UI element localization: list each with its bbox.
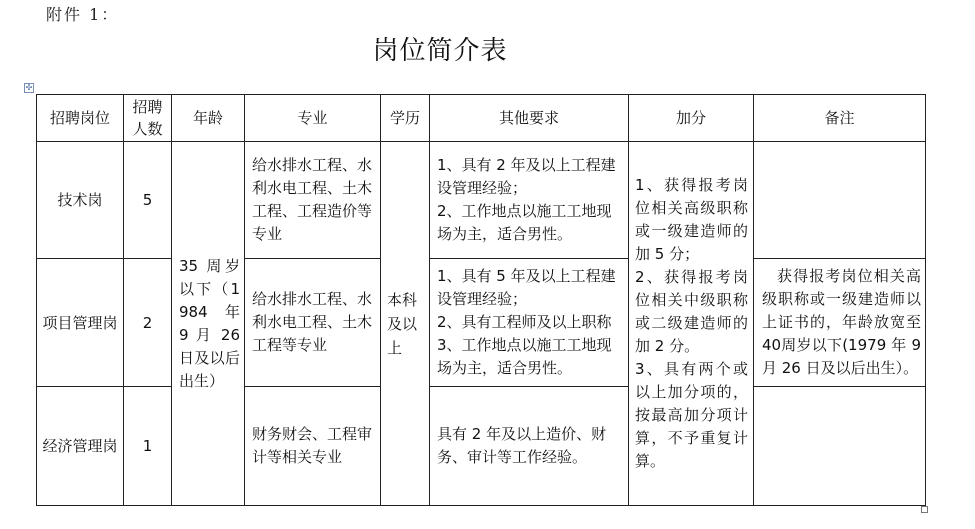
remarks-empty-cell: [754, 142, 926, 259]
bonus-rule: 1、获得报考岗位相关高级职称或一级建造师的加 5 分；: [635, 176, 748, 263]
other-requirement-line: 3、工作地点以施工工地现场为主，适合男性。: [437, 336, 612, 377]
major-requirement: 财务财会、工程审计等相关专业: [245, 387, 381, 506]
header-age: 年龄: [172, 95, 245, 142]
other-requirement-line: 2、工作地点以施工工地现场为主，适合男性。: [437, 202, 612, 243]
table-row: [37, 142, 926, 259]
other-requirement-line: 2、具有工程师及以上职称: [437, 313, 612, 331]
position-name: 技术岗: [37, 142, 124, 259]
header-other-requirements: 其他要求: [430, 95, 629, 142]
position-table: [36, 94, 926, 506]
major-requirement: 给水排水工程、水利水电工程、土木工程、工程造价等专业: [245, 142, 381, 259]
bonus-rule: 3、具有两个或以上加分项的，按最高加分项计算，不予重复计算。: [635, 360, 748, 470]
attachment-label: 附件 1：: [46, 5, 120, 24]
position-name: 经济管理岗: [37, 387, 124, 506]
table-move-handle[interactable]: ✣: [25, 83, 33, 92]
header-count: [124, 95, 172, 142]
position-name: 项目管理岗: [37, 259, 124, 387]
remarks-empty-cell: [754, 387, 926, 506]
header-bonus: 加分: [629, 95, 754, 142]
table-row: [37, 387, 926, 506]
table-header-row: [37, 95, 926, 142]
header-major: 专业: [245, 95, 381, 142]
other-requirement-line: 1、具有 5 年及以上工程建设管理经验；: [437, 267, 616, 308]
other-requirements: [430, 259, 629, 387]
header-remarks: 备注: [754, 95, 926, 142]
document-title: 岗位简介表: [372, 36, 508, 66]
table-resize-handle[interactable]: [921, 506, 928, 513]
major-requirement: 给水排水工程、水利水电工程、土木工程等专业: [245, 259, 381, 387]
bonus-rules: [629, 142, 754, 506]
position-count: 2: [124, 259, 172, 387]
other-requirements: [430, 387, 629, 506]
position-count: 5: [124, 142, 172, 259]
position-count: 1: [124, 387, 172, 506]
remarks-text: 获得报考岗位相关高级职称或一级建造师以上证书的，年龄放宽至40周岁以下(1979 年 9 月 26 日及以后出生）。: [754, 259, 926, 387]
other-requirements: [430, 142, 629, 259]
header-count-line2: 人数: [132, 120, 163, 138]
header-position: 招聘岗位: [37, 95, 124, 142]
age-requirement: 35 周岁以下（1984 年 9 月 26 日及以后出生）: [172, 142, 245, 506]
other-requirement-line: 具有 2 年及以上造价、财务、审计等工作经验。: [437, 425, 607, 466]
table-row: [37, 259, 926, 387]
other-requirement-line: 1、具有 2 年及以上工程建设管理经验；: [437, 156, 616, 197]
education-requirement: 本科及以上: [381, 142, 430, 506]
bonus-rule: 2、获得报考岗位相关中级职称或二级建造师的加 2 分。: [635, 268, 748, 355]
header-education: 学历: [381, 95, 430, 142]
header-count-line1: 招聘: [132, 98, 163, 116]
